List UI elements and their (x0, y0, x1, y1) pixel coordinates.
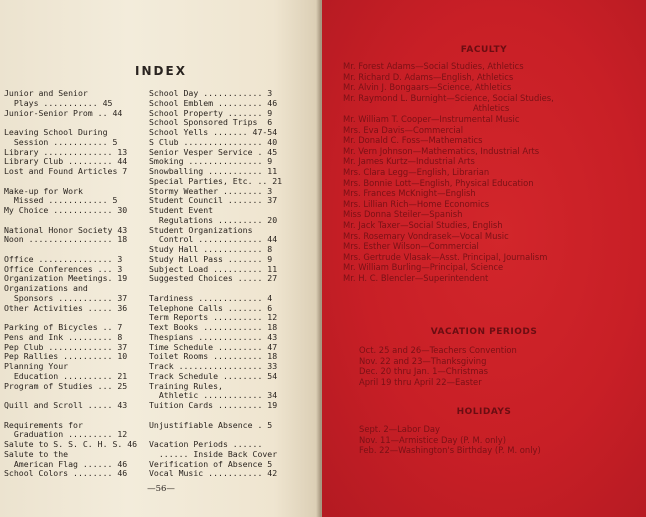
index-entry: Graduation ......... 12 (4, 429, 128, 440)
index-entry: Organization Meetings. 19 (4, 273, 128, 284)
index-column-left (4, 89, 146, 479)
index-entry: Pens and Ink ......... 8 (4, 331, 123, 342)
index-entry: My Choice ............ 30 (4, 205, 128, 215)
faculty-member: Mr. Raymond L. Burnight—Science, Social Studies, (343, 92, 554, 103)
index-entry: Special Parties, Etc. .. 21 (149, 175, 283, 186)
faculty-member: Mrs. Lillian Rich—Home Economics (343, 198, 490, 209)
index-entry: Quill and Scroll ..... 43 (4, 400, 128, 410)
index-entry: Training Rules, (149, 380, 223, 391)
index-entry: Pep Club ............. 37 (4, 341, 128, 352)
holiday-item: Nov. 11—Armistice Day (P. M. only) (359, 434, 507, 445)
faculty-member: Mr. William T. Cooper—Instrumental Music (343, 113, 520, 124)
vacation-item: Dec. 20 thru Jan. 1—Christmas (359, 366, 489, 377)
index-entry: Salute to the (4, 448, 69, 459)
index-page (0, 0, 322, 517)
index-entry: ...... Inside Back Cover (149, 448, 278, 459)
index-column-right (149, 89, 319, 479)
index-entry: School Colors ........ 46 (4, 468, 128, 479)
index-entry: Student Council ....... 37 (149, 195, 278, 206)
index-entry: Control ............. 44 (149, 234, 278, 245)
index-entry: Unjustifiable Absence . 5 (149, 419, 273, 430)
holidays-heading: HOLIDAYS (456, 407, 512, 417)
index-entry: Thespians ............. 43 (149, 331, 278, 342)
index-entry: Suggested Choices ..... 27 (149, 273, 278, 284)
index-entry: Sponsors ........... 37 (4, 292, 128, 303)
index-entry: Study Hall Pass ....... 9 (149, 253, 273, 264)
index-entry: Parking of Bicycles .. 7 (4, 322, 123, 332)
faculty-member: Mr. Jack Taxer—Social Studies, English (343, 219, 503, 230)
index-entry: School Yells ....... 47-54 (149, 127, 278, 137)
page-number: —56— (147, 484, 175, 494)
index-entry: Noon ................. 18 (4, 234, 128, 245)
vacation-item: April 19 thru April 22—Easter (359, 376, 482, 387)
faculty-member: Miss Donna Steiler—Spanish (343, 209, 463, 220)
index-entry: Track ................. 33 (149, 361, 278, 371)
faculty-member: Mrs. Frances McKnight—English (343, 188, 476, 199)
index-entry: Snowballing ........... 11 (149, 166, 278, 176)
faculty-member: Mrs. Esther Wilson—Commercial (343, 241, 479, 252)
index-entry: Leaving School During (4, 127, 108, 137)
index-entry: Pep Rallies .......... 10 (4, 351, 128, 362)
index-entry: Requirements for (4, 419, 83, 430)
holidays-list (359, 424, 646, 456)
index-entry: Athletic ............ 34 (149, 390, 278, 401)
index-entry: School Emblem ......... 46 (149, 97, 278, 108)
index-entry: Text Books ............ 18 (149, 322, 278, 332)
faculty-member: Mr. William Burling—Principal, Science (343, 262, 504, 273)
index-entry: Tuition Cards ......... 19 (149, 400, 278, 410)
index-entry: Office Conferences ... 3 (4, 263, 123, 274)
index-entry: Regulations ......... 20 (149, 214, 278, 225)
index-entry: Planning Your (4, 361, 69, 371)
index-entry: School Day ............ 3 (149, 88, 273, 98)
faculty-member: Mr. Forest Adams—Social Studies, Athletics (343, 61, 524, 71)
faculty-member: Mrs. Gertrude Vlasak—Asst. Principal, Journalism (343, 251, 548, 262)
vacation-item: Oct. 25 and 26—Teachers Convention (359, 345, 517, 355)
index-entry: American Flag ...... 46 (4, 458, 128, 469)
index-entry: Education .......... 21 (4, 370, 128, 381)
faculty-member: Mrs. Bonnie Lott—English, Physical Education (343, 177, 534, 188)
faculty-heading: FACULTY (460, 45, 508, 55)
index-entry: Senior Vesper Service . 45 (149, 146, 278, 157)
index-entry: Subject Load .......... 11 (149, 263, 278, 274)
index-entry: Student Organizations (149, 224, 253, 235)
faculty-member: Mr. Alvin J. Bongaars—Science, Athletics (343, 82, 512, 93)
index-entry: Plays ........... 45 (4, 97, 113, 108)
index-entry: Study Hall ............ 8 (149, 244, 273, 254)
faculty-member: Mr. Donald C. Foss—Mathematics (343, 135, 483, 146)
index-entry: Track Schedule ........ 54 (149, 370, 278, 381)
vacation-list (359, 345, 646, 387)
faculty-member: Mrs. Rosemary Vondrasek—Vocal Music (343, 230, 509, 241)
index-entry: Term Reports .......... 12 (149, 312, 278, 323)
faculty-list (343, 61, 633, 283)
index-entry: Session ........... 5 (4, 136, 118, 147)
index-entry: Junior-Senior Prom .. 44 (4, 107, 123, 118)
faculty-member: Mr. Richard D. Adams—English, Athletics (343, 71, 514, 82)
index-entry: Library .............. 13 (4, 146, 128, 157)
index-entry: School Sponsored Trips 6 (149, 117, 273, 128)
index-entry: Junior and Senior (4, 88, 88, 98)
index-entry: Verification of Absence 5 (149, 458, 273, 469)
holiday-item: Feb. 22—Washington's Birthday (P. M. only) (359, 445, 541, 456)
index-entry: Make-up for Work (4, 185, 83, 196)
index-entry: Missed ............ 5 (4, 195, 118, 206)
index-entry: S Club ................ 40 (149, 136, 278, 147)
index-entry: Smoking ............... 9 (149, 156, 273, 167)
index-entry: Lost and Found Articles 7 (4, 166, 128, 176)
index-entry: Office ............... 3 (4, 253, 123, 264)
index-entry: Vocal Music ........... 42 (149, 468, 278, 479)
index-entry: Stormy Weather ........ 3 (149, 185, 273, 196)
faculty-member: Mr. H. C. Blencler—Superintendent (343, 272, 489, 283)
faculty-member: Mrs. Eva Davis—Commercial (343, 124, 464, 135)
index-entry: National Honor Society 43 (4, 224, 128, 235)
index-entry: School Property ....... 9 (149, 107, 273, 118)
holiday-item: Sept. 2—Labor Day (359, 424, 440, 434)
index-entry: Telephone Calls ....... 6 (149, 302, 273, 313)
vacation-heading: VACATION PERIODS (430, 327, 538, 337)
index-entry: Toilet Rooms .......... 18 (149, 351, 278, 362)
faculty-member: Mrs. Clara Legg—English, Librarian (343, 166, 490, 177)
index-entry: Other Activities ..... 36 (4, 302, 128, 313)
index-entry: Organizations and (4, 283, 88, 293)
index-entry: Vacation Periods ...... (149, 439, 263, 449)
index-title: INDEX (135, 64, 187, 78)
index-entry: Student Event (149, 205, 214, 215)
index-entry: Program of Studies ... 25 (4, 380, 128, 391)
vacation-item: Nov. 22 and 23—Thanksgiving (359, 355, 487, 366)
index-entry: Library Club ......... 44 (4, 156, 128, 167)
index-entry: Tardiness ............. 4 (149, 292, 273, 303)
faculty-member: Mr. James Kurtz—Industrial Arts (343, 156, 475, 167)
index-entry: Time Schedule ......... 47 (149, 341, 278, 352)
index-entry: Salute to S. S. C. H. S. 46 (4, 439, 138, 449)
faculty-member: Mr. Vern Johnson—Mathematics, Industrial Arts (343, 145, 540, 156)
faculty-member: Athletics (473, 103, 510, 114)
